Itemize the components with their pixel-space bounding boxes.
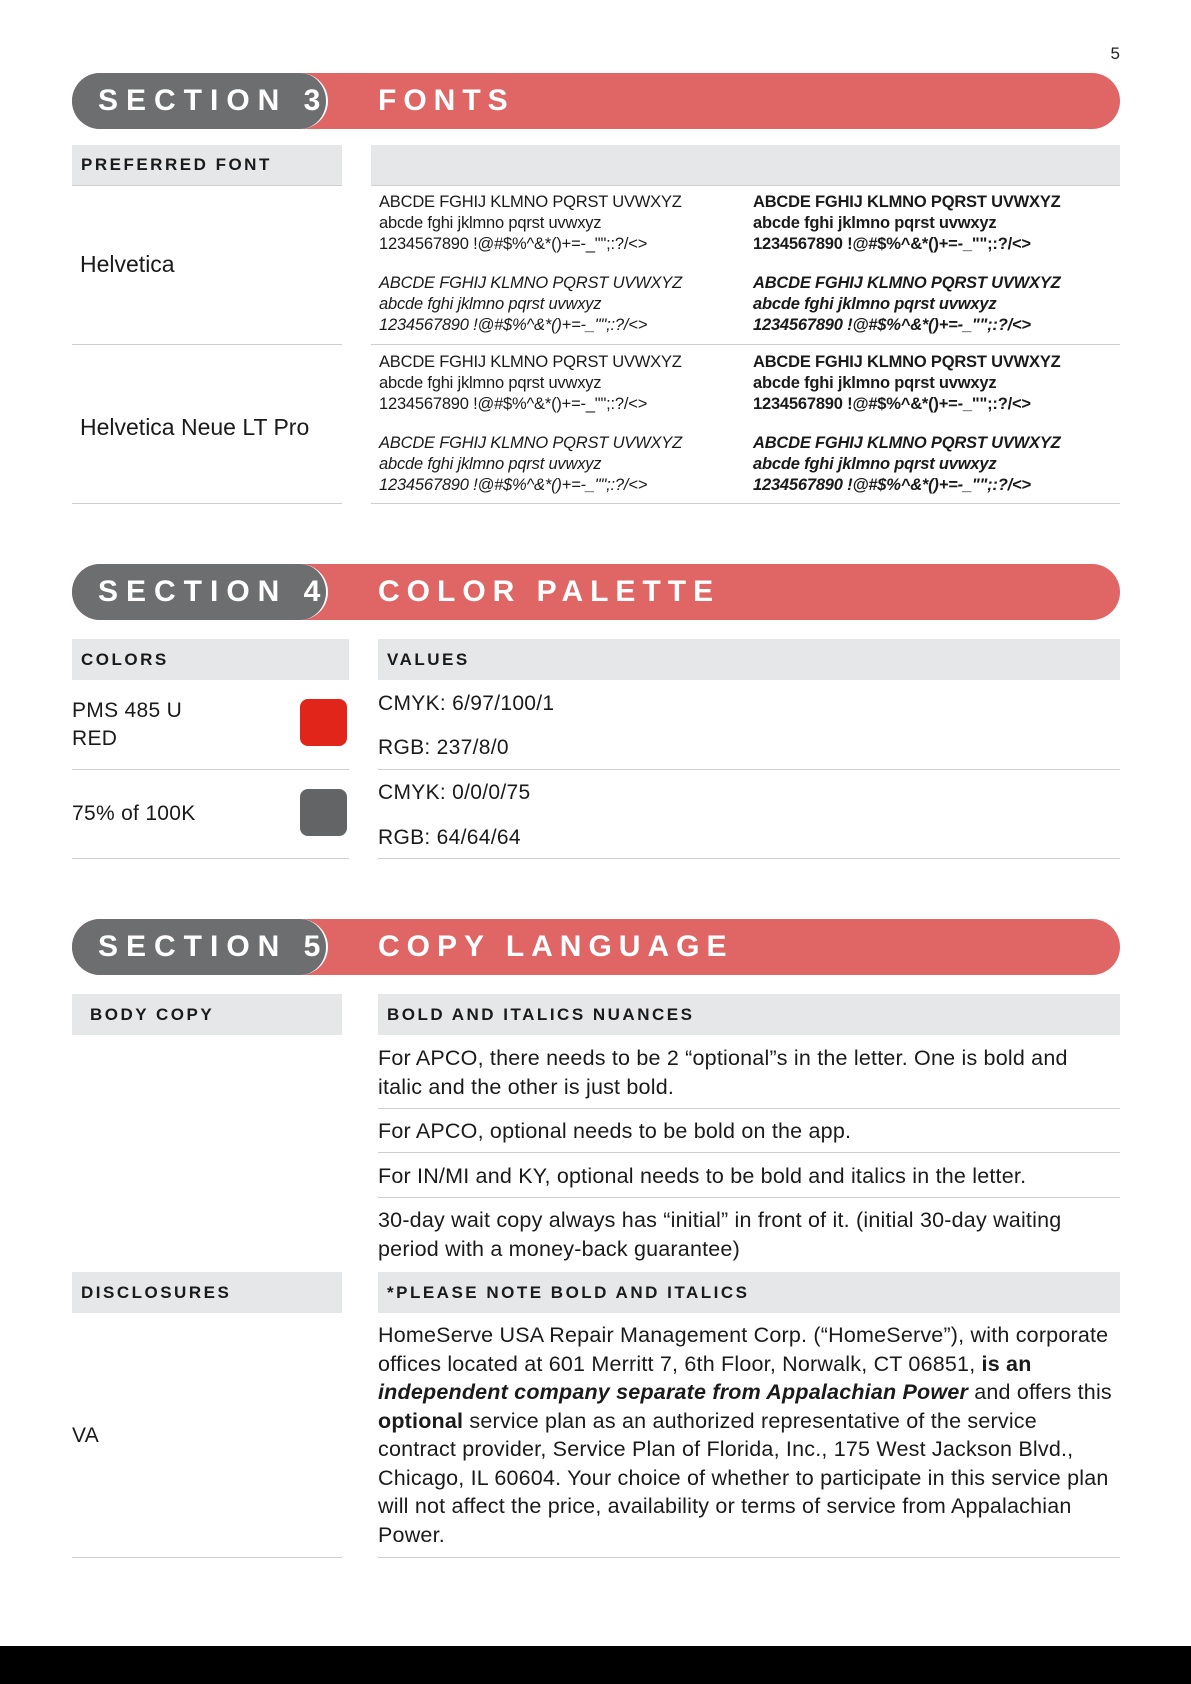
font-name: Helvetica [80,251,175,277]
font-samples-header [371,145,1120,185]
divider [371,503,1120,504]
divider [72,858,349,859]
section-title: FONTS [378,84,515,117]
preferred-font-header: PREFERRED FONT [72,145,342,185]
disclosure-text [378,1321,1113,1549]
body-copy-header: BODY COPY [72,994,342,1035]
color-swatch-grey [300,789,347,836]
disclosure-part: service plan as an authorized representative of the service contract provider, Service Plan of Florida, Inc., 175 West Jackson Blvd., Chicago, IL 60604. Your choice of whether to participate in this service plan will not affect the price, availability or terms of service from Appalachian Power. [378,1408,1109,1547]
section-5-banner [72,919,1120,975]
nuances-header: BOLD AND ITALICS NUANCES [378,994,1120,1035]
rgb-value: RGB: 237/8/0 [378,736,509,759]
colors-header: COLORS [72,639,349,680]
color-name: PMS 485 U [72,699,183,722]
divider [378,1108,1120,1109]
font-sample-bold: ABCDE FGHIJ KLMNO PQRST UVWXYZ abcde fghi jklmno pqrst uvwxyz 1234567890 !@#$%^&*()+=-_"";:?/<> [753,353,1061,413]
nuance-item: For APCO, optional needs to be bold on the app. [378,1119,852,1143]
cmyk-value: CMYK: 0/0/0/75 [378,781,531,804]
nuance-item: For IN/MI and KY, optional needs to be bold and italics in the letter. [378,1164,1027,1188]
divider [371,344,1120,345]
disclosure-bold-optional: optional [378,1408,464,1433]
font-sample-italic: ABCDE FGHIJ KLMNO PQRST UVWXYZ abcde fghi jklmno pqrst uvwxyz 1234567890 !@#$%^&*()+=-_"";:?/<> [379,434,682,494]
font-sample-bold-italic: ABCDE FGHIJ KLMNO PQRST UVWXYZ abcde fghi jklmno pqrst uvwxyz 1234567890 !@#$%^&*()+=-_"";:?/<> [753,434,1061,494]
font-name: Helvetica Neue LT Pro [80,414,310,440]
divider [378,1197,1120,1198]
divider [378,1557,1120,1558]
section-label: SECTION 3 [98,84,329,117]
section-label: SECTION 5 [98,930,329,963]
color-name: 75% of 100K [72,802,196,825]
divider [72,1557,342,1558]
disclosures-header: DISCLOSURES [72,1272,342,1313]
page-number: 5 [1110,44,1120,63]
section-title: COPY LANGUAGE [378,930,734,963]
section-3-banner [72,73,1120,129]
font-sample-regular: ABCDE FGHIJ KLMNO PQRST UVWXYZ abcde fghi jklmno pqrst uvwxyz 1234567890 !@#$%^&*()+=-_"";:?/<> [379,193,682,253]
divider [72,344,342,345]
disclosure-bold: is an [981,1351,1032,1376]
color-swatch-red [300,699,347,746]
cmyk-value: CMYK: 6/97/100/1 [378,692,555,715]
nuance-item: For APCO, there needs to be 2 “optional”s in the letter. One is bold and italic and the other is just bold. [378,1046,1068,1099]
section-label: SECTION 4 [98,575,329,608]
divider [371,185,1120,186]
values-header: VALUES [378,639,1120,680]
section-4-banner [72,564,1120,620]
state-label: VA [72,1424,100,1447]
nuance-item: 30-day wait copy always has “initial” in front of it. (initial 30-day waiting period with a money-back guarantee) [378,1208,1062,1261]
disclosure-bold-italic: independent company separate from Appalachian Power [378,1380,969,1404]
divider [378,769,1120,770]
section-title: COLOR PALETTE [378,575,721,608]
disclosure-part: and offers this [968,1380,1112,1404]
font-sample-regular: ABCDE FGHIJ KLMNO PQRST UVWXYZ abcde fghi jklmno pqrst uvwxyz 1234567890 !@#$%^&*()+=-_"";:?/<> [379,353,682,413]
divider [72,503,342,504]
footer-bar [0,1646,1191,1684]
note-header: *PLEASE NOTE BOLD AND ITALICS [378,1272,1120,1313]
divider [72,185,342,186]
color-name-line2: RED [72,727,118,750]
font-sample-bold: ABCDE FGHIJ KLMNO PQRST UVWXYZ abcde fghi jklmno pqrst uvwxyz 1234567890 !@#$%^&*()+=-_"";:?/<> [753,193,1061,253]
font-sample-bold-italic: ABCDE FGHIJ KLMNO PQRST UVWXYZ abcde fghi jklmno pqrst uvwxyz 1234567890 !@#$%^&*()+=-_"";:?/<> [753,274,1061,334]
divider [72,769,349,770]
font-sample-italic: ABCDE FGHIJ KLMNO PQRST UVWXYZ abcde fghi jklmno pqrst uvwxyz 1234567890 !@#$%^&*()+=-_"";:?/<> [379,274,682,334]
disclosure-part: HomeServe USA Repair Management Corp. (“HomeServe”), with corporate offices located at 601 Merritt 7, 6th Floor, Norwalk, CT 06851, [378,1323,1109,1376]
divider [378,1152,1120,1153]
divider [378,858,1120,859]
rgb-value: RGB: 64/64/64 [378,826,521,849]
